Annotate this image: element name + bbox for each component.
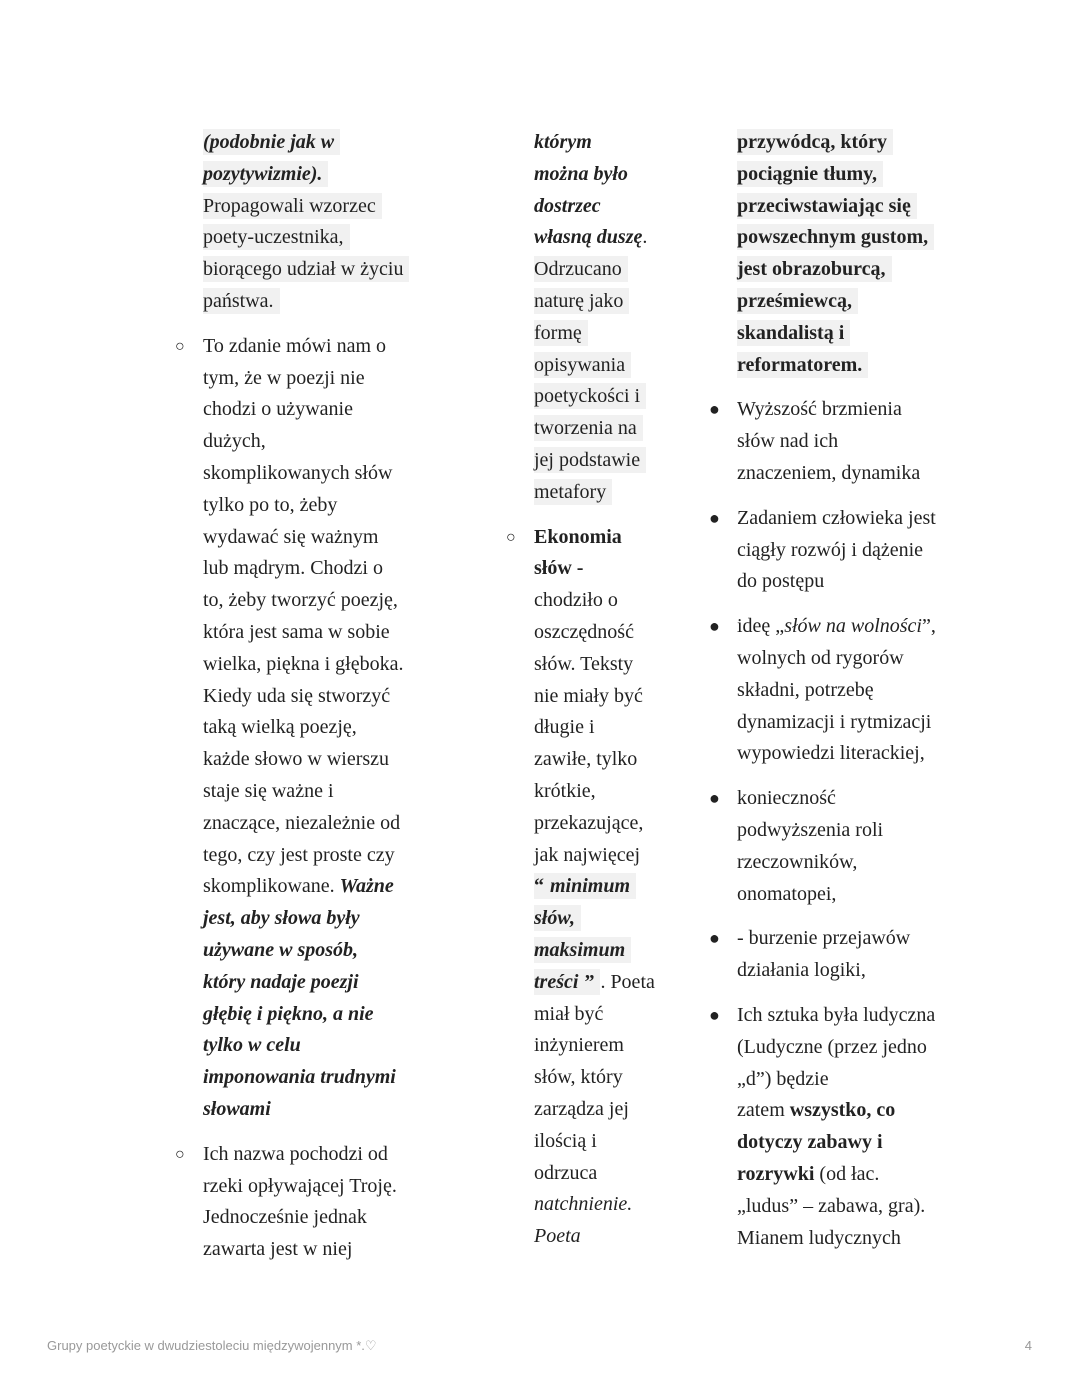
bold-line: skandalistą i: [737, 320, 850, 346]
text-line: zawiłe, tylko: [534, 748, 638, 771]
list-item: [175, 1139, 438, 1266]
solid-bullet-icon: ●: [709, 788, 720, 809]
text-line: konieczność: [737, 787, 836, 810]
emphasis-line: który nadaje poezji: [203, 970, 359, 993]
text-line: rzeki opływającej Troję.: [203, 1174, 397, 1197]
text-line: każde słowo w wierszu: [203, 748, 390, 771]
page-number: 4: [1024, 1338, 1032, 1353]
text-line: nie miały być: [534, 684, 643, 707]
text-line: opisywania: [534, 352, 631, 378]
bold-line: powszechnym gustom,: [737, 224, 934, 250]
bold-line: dotyczy zabawy i: [737, 1131, 883, 1154]
text-line: składni, potrzebę: [737, 678, 874, 701]
emphasis-line: słowami: [203, 1097, 271, 1120]
text-line: dużych,: [203, 430, 266, 453]
text-line: To zdanie mówi nam o: [203, 334, 386, 357]
text-line: taką wielką poezję,: [203, 716, 357, 739]
list-item: [175, 331, 438, 1126]
text-line: zarządza jej: [534, 1097, 629, 1120]
text-line: Kiedy uda się stworzyć: [203, 684, 391, 707]
list-item: [709, 611, 977, 770]
text-line: ideę „słów na wolności”,: [737, 615, 936, 638]
column-1: [175, 127, 438, 1266]
text-line: odrzuca: [534, 1161, 598, 1184]
bold-line: jest obrazoburcą,: [737, 256, 892, 282]
text-line: chodzi o używanie: [203, 398, 353, 421]
text-line: długie i: [534, 716, 595, 739]
italic-line: natchnienie.: [534, 1193, 633, 1216]
text-line: rzeczowników,: [737, 850, 858, 873]
emphasis-line: którym: [534, 131, 592, 153]
text-line: wolnych od rygorów: [737, 646, 904, 669]
text-line: do postępu: [737, 570, 825, 593]
hollow-bullet-icon: ○: [175, 1145, 185, 1163]
quote-line: słów,: [534, 905, 581, 931]
solid-bullet-icon: ●: [709, 616, 720, 637]
text-line: tylko po to, żeby: [203, 493, 338, 516]
hollow-bullet-icon: ○: [506, 528, 516, 546]
text-line: Wyższość brzmienia: [737, 398, 902, 421]
list-item: [709, 1000, 977, 1254]
text-line: działania logiki,: [737, 959, 866, 982]
italic-line: Poeta: [534, 1225, 581, 1248]
text-line: tworzenia na: [534, 415, 643, 441]
text-line: biorącego udział w życiu: [203, 256, 409, 282]
text-line: Propagowali wzorzec: [203, 193, 382, 219]
text-line: która jest sama w sobie: [203, 620, 390, 643]
list-item: [506, 522, 674, 1253]
text-line: dynamizacji i rytmizacji: [737, 710, 932, 733]
quote-line: maksimum: [534, 937, 631, 963]
bold-line: przywódcą, który: [737, 129, 893, 155]
text-line: poety-uczestnika,: [203, 224, 350, 250]
text-line: wydawać się ważnym: [203, 525, 379, 548]
text-line: naturę jako: [534, 288, 629, 314]
text-line: tym, że w poezji nie: [203, 366, 365, 389]
text-line: treści ” . Poeta: [534, 970, 655, 993]
text-line: zawarta jest w niej: [203, 1238, 353, 1261]
text-line: - burzenie przejawów: [737, 927, 911, 950]
emphasis-line: używane w sposób,: [203, 938, 359, 961]
quote-open: “: [534, 873, 550, 899]
text-line: ilością i: [534, 1129, 597, 1152]
text-line: (podobnie jak w: [203, 129, 340, 155]
text-line: znaczeniem, dynamika: [737, 461, 921, 484]
solid-bullet-icon: ●: [709, 1004, 720, 1025]
text-line: formę: [534, 320, 588, 346]
text-line: Jednocześnie jednak: [203, 1206, 367, 1229]
text-line: chodziło o: [534, 589, 618, 612]
text-line: miał być: [534, 1002, 604, 1025]
text-line: onomatopei,: [737, 882, 837, 905]
text-line: jej podstawie: [534, 447, 646, 473]
text-line: lub mądrym. Chodzi o: [203, 557, 383, 580]
text-line: Odrzucano: [534, 256, 628, 282]
emphasis-line: można było: [534, 162, 628, 185]
footer-document-title: Grupy poetyckie w dwudziestoleciu międzywojennym *.♡: [47, 1338, 377, 1353]
solid-bullet-icon: ●: [709, 507, 720, 528]
text-line: zatem wszystko, co: [737, 1099, 896, 1122]
text-line: „d”) będzie: [737, 1067, 829, 1090]
emphasis-line: tylko w celu: [203, 1034, 301, 1057]
bold-line: prześmiewcą,: [737, 288, 858, 314]
text-line: to, żeby tworzyć poezję,: [203, 589, 398, 612]
text-line: inżynierem: [534, 1034, 624, 1057]
text-line: Mianem ludycznych: [737, 1226, 901, 1249]
text-line: jak najwięcej: [534, 843, 641, 866]
quote-line: minimum: [550, 873, 636, 899]
text-line: (Ludyczne (przez jedno: [737, 1035, 927, 1058]
heading-line: słów -: [534, 557, 584, 580]
text-line: „ludus” – zabawa, gra).: [737, 1194, 926, 1217]
heading-line: Ekonomia: [534, 525, 622, 548]
column-3: [709, 127, 977, 1254]
text-line: pozytywizmie).: [203, 161, 328, 187]
text-line: tego, czy jest proste czy: [203, 843, 395, 866]
text-line: krótkie,: [534, 779, 596, 802]
paragraph: [203, 127, 438, 318]
emphasis-line: dostrzec: [534, 194, 601, 217]
paragraph: [737, 127, 977, 381]
emphasis-line: jest, aby słowa były: [203, 907, 360, 930]
solid-bullet-icon: ●: [709, 399, 720, 420]
text-line: oszczędność: [534, 620, 634, 643]
text-line: Ich sztuka była ludyczna: [737, 1003, 936, 1026]
hollow-bullet-icon: ○: [175, 337, 185, 355]
text-line: skomplikowane. Ważne: [203, 875, 394, 898]
text-line: ciągły rozwój i dążenie: [737, 538, 924, 561]
text-line: Ich nazwa pochodzi od: [203, 1142, 388, 1165]
list-item: [709, 503, 977, 598]
emphasis-line: głębię i piękno, a nie: [203, 1002, 374, 1025]
paragraph: [534, 127, 674, 509]
bold-line: reformatorem.: [737, 352, 868, 378]
list-item: [709, 394, 977, 489]
list-item: [709, 783, 977, 910]
text-line: metafory: [534, 479, 612, 505]
list-item: [709, 923, 977, 987]
solid-bullet-icon: ●: [709, 928, 720, 949]
text-line: słów. Teksty: [534, 652, 634, 675]
text-line: rozrywki (od łac.: [737, 1162, 880, 1185]
text-line: słów, który: [534, 1066, 623, 1089]
text-line: własną duszę.: [534, 226, 648, 249]
emphasis-line: imponowania trudnymi: [203, 1066, 396, 1089]
column-2: [506, 127, 674, 1253]
bold-line: pociągnie tłumy,: [737, 161, 883, 187]
text-line: znaczące, niezależnie od: [203, 811, 401, 834]
text-line: wypowiedzi literackiej,: [737, 742, 925, 765]
text-line: podwyższenia roli: [737, 818, 884, 841]
text-line: słów nad ich: [737, 430, 839, 453]
text-line: poetyckości i: [534, 383, 646, 409]
text-line: Zadaniem człowieka jest: [737, 506, 936, 529]
text-line: skomplikowanych słów: [203, 461, 393, 484]
text-line: staje się ważne i: [203, 779, 334, 802]
text-line: wielka, piękna i głęboka.: [203, 652, 404, 675]
text-line: państwa.: [203, 288, 280, 314]
bold-line: przeciwstawiając się: [737, 193, 917, 219]
text-line: przekazujące,: [534, 811, 644, 834]
